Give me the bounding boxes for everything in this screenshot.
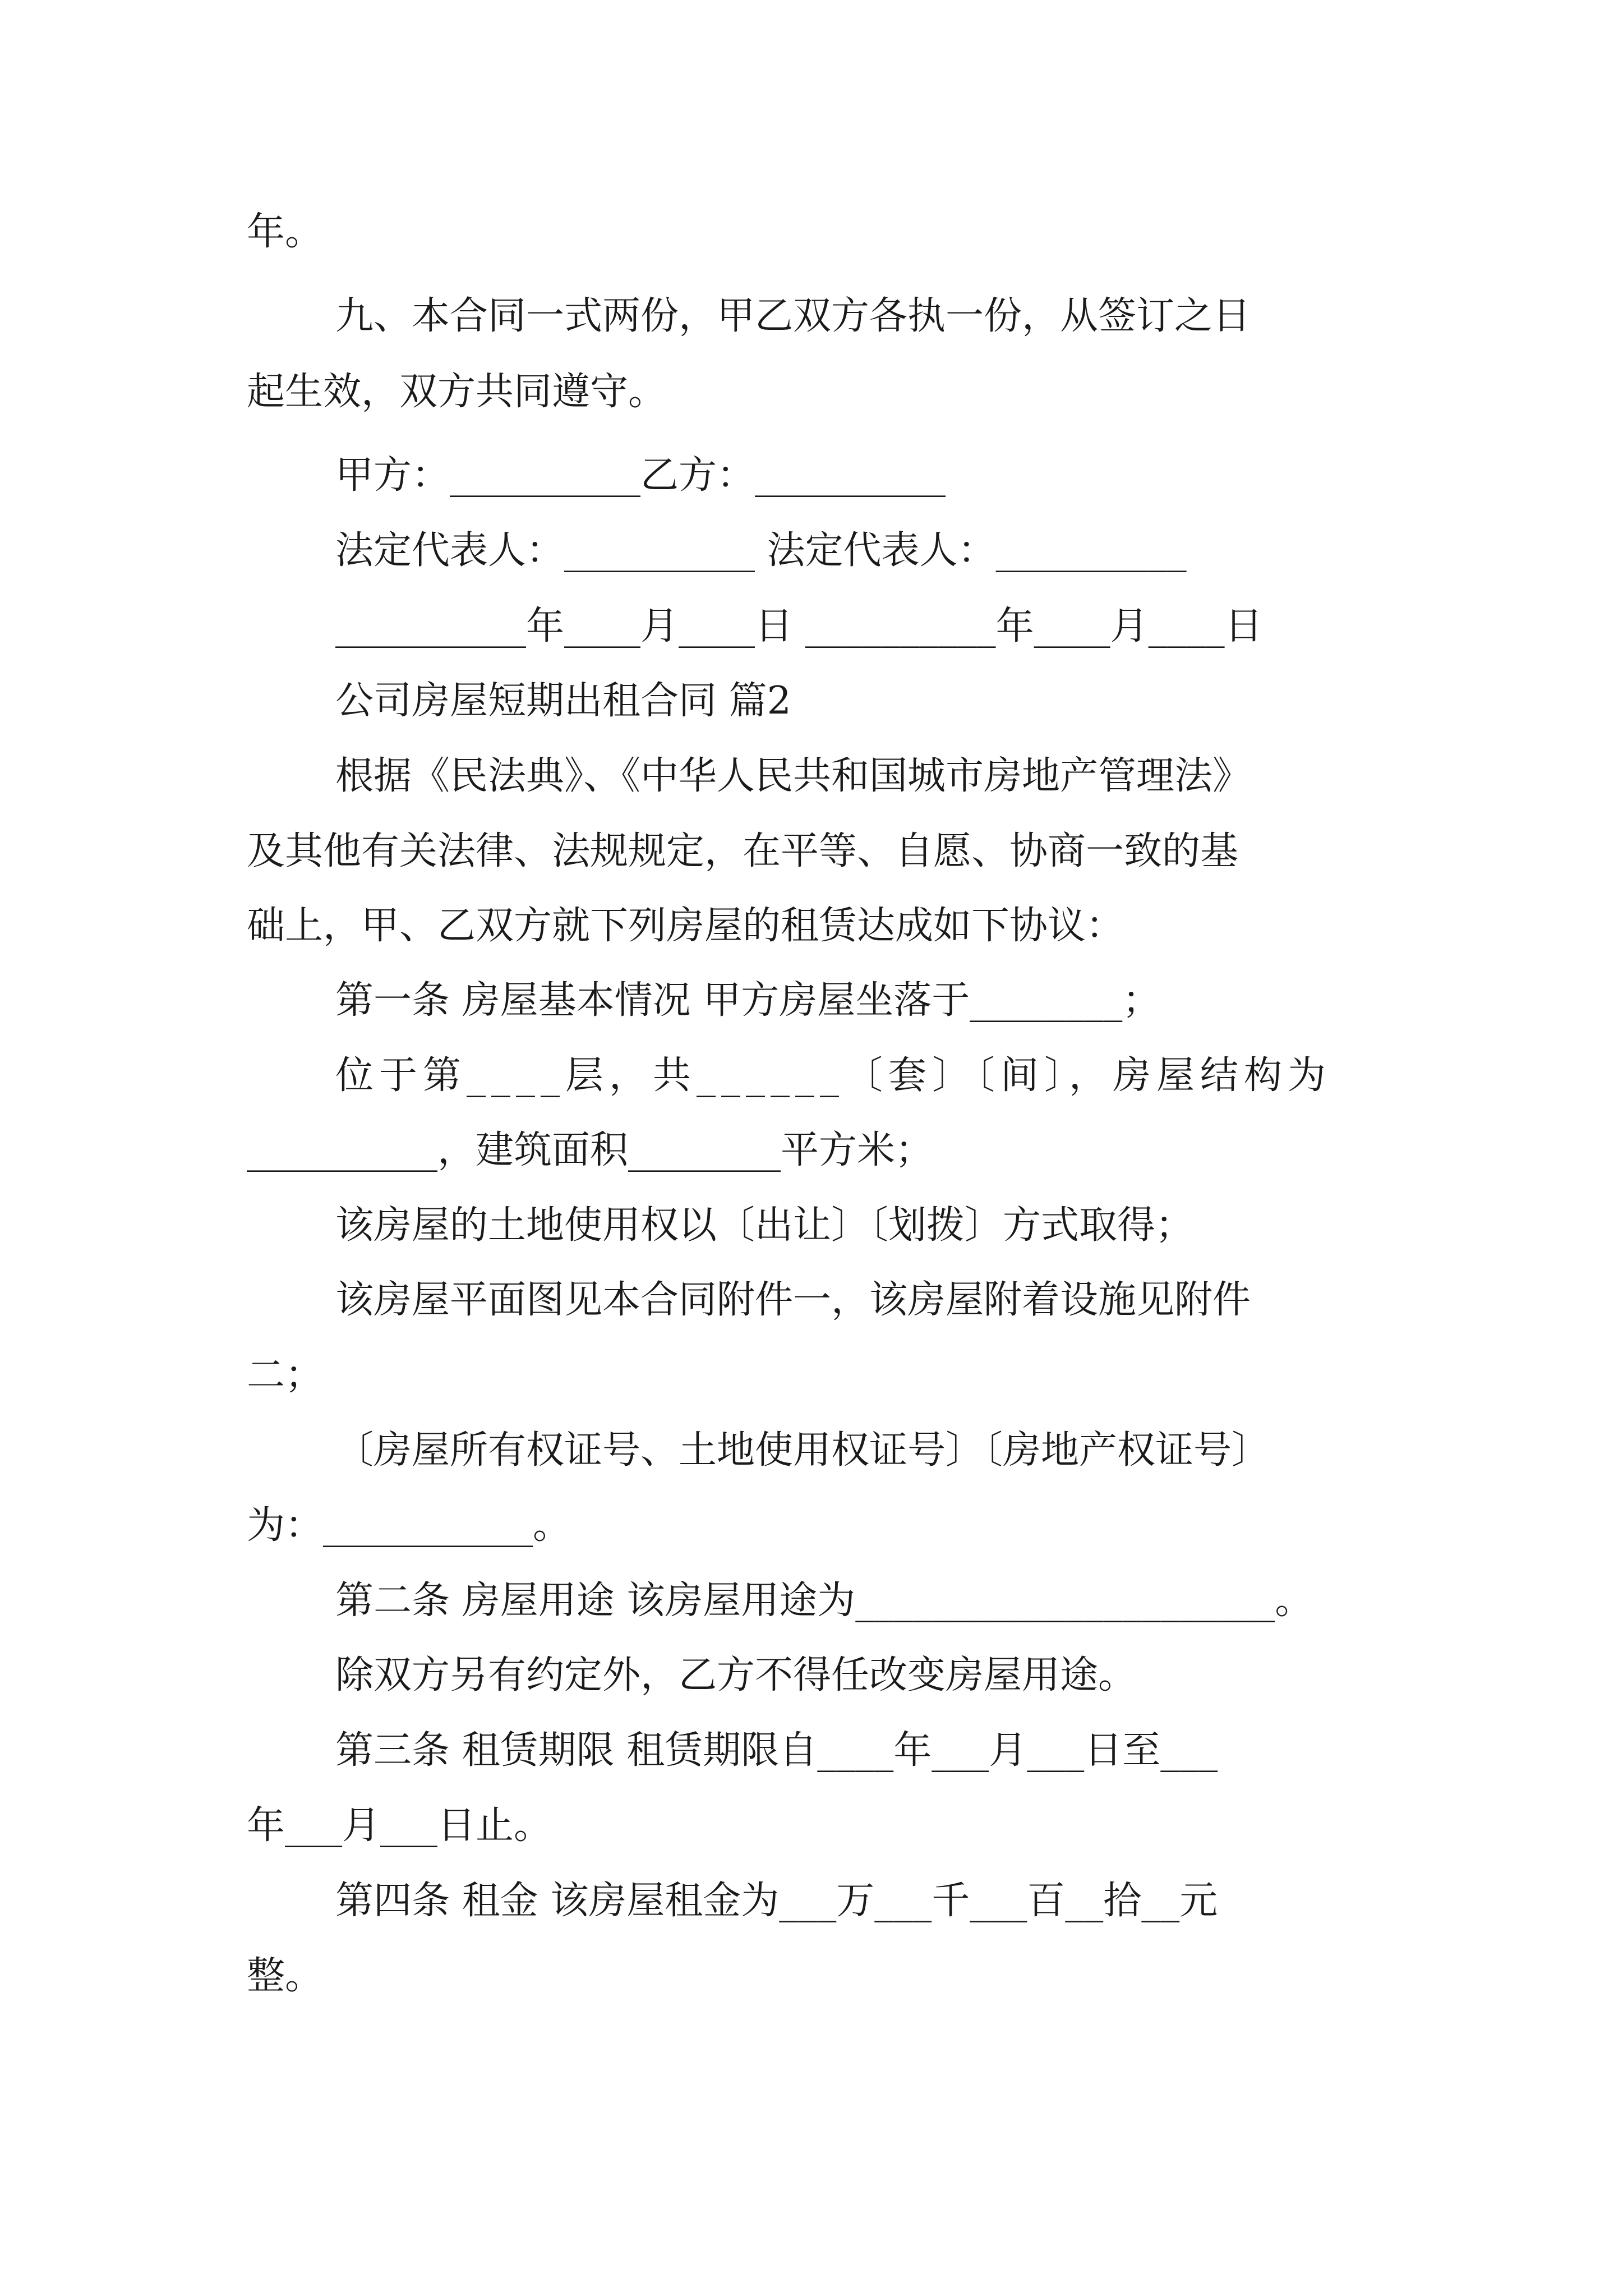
text-line-16: 二； [247,1353,324,1397]
text-line-24: 整。 [247,1954,324,1998]
text-line-13: __________，建筑面积________平方米； [247,1128,934,1172]
text-line-12: 位于第____层，共______〔套〕〔间〕，房屋结构为 [335,1053,1332,1098]
text-line-2: 九、本合同一式两份，甲乙双方各执一份，从签订之日 [335,294,1251,338]
signature-date-line: __________年____月____日 __________年____月____日 [335,604,1263,648]
text-line-22: 年___月___日止。 [247,1803,552,1848]
legal-representative-line: 法定代表人：__________ 法定代表人：__________ [335,528,1187,573]
text-line-17: 〔房屋所有权证号、土地使用权证号〕〔房地产权证号〕 [335,1428,1270,1473]
text-line-3: 起生效，双方共同遵守。 [247,370,667,414]
article-4-heading: 第四条 租金 该房屋租金为___万___千___百__拾__元 [335,1879,1218,1923]
text-line-1: 年。 [247,210,324,254]
text-line-9: 及其他有关法律、法规规定，在平等、自愿、协商一致的基 [247,829,1239,873]
article-2-heading: 第二条 房屋用途 该房屋用途为______________________。 [335,1579,1313,1623]
text-line-20: 除双方另有约定外，乙方不得任改变房屋用途。 [335,1653,1137,1697]
text-line-14: 该房屋的土地使用权以〔出让〕〔划拨〕方式取得； [335,1203,1194,1248]
text-line-8: 根据《民法典》、《中华人民共和国城市房地产管理法》 [335,754,1251,798]
section-heading: 公司房屋短期出租合同 篇2 [335,679,791,723]
text-line-15: 该房屋平面图见本合同附件一，该房屋附着设施见附件 [335,1278,1251,1322]
article-1-heading: 第一条 房屋基本情况 甲方房屋坐落于________； [335,978,1161,1023]
article-3-heading: 第三条 租赁期限 租赁期限自____年___月___日至___ [335,1728,1218,1773]
signature-party-line: 甲方：__________乙方：__________ [335,453,946,498]
text-line-10: 础上，甲、乙双方就下列房屋的租赁达成如下协议： [247,904,1124,948]
text-line-18: 为：___________。 [247,1503,571,1548]
